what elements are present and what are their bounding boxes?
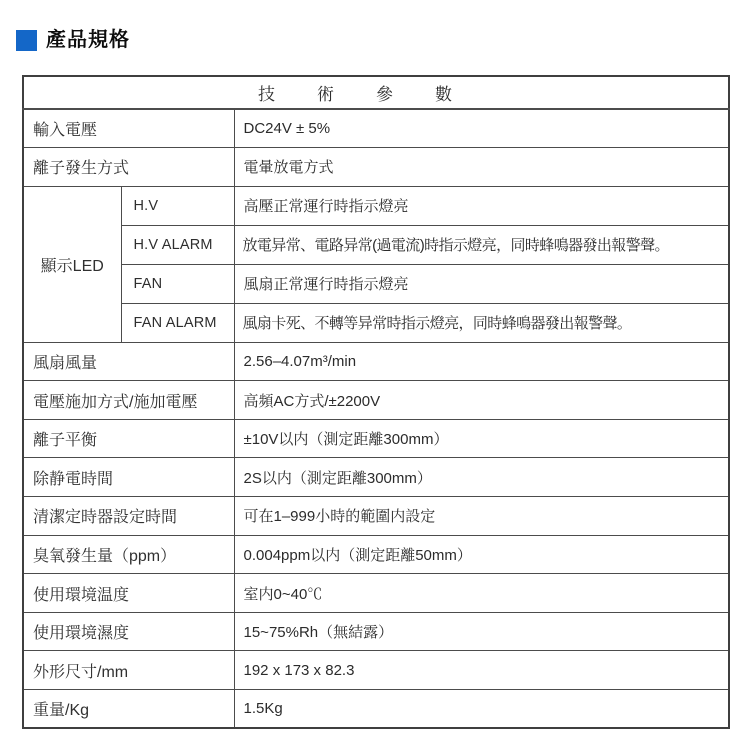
led-desc: 高壓正常運行時指示燈亮 [234,186,729,225]
spec-label: 電壓施加方式/施加電壓 [23,381,234,420]
table-row [23,303,729,342]
spec-label: 重量/Kg [23,690,234,729]
led-name: FAN ALARM [121,303,234,342]
led-desc: 風扇卡死、不轉等异常時指示燈亮，同時蜂鳴器發出報警聲。 [234,303,729,342]
table-row [23,109,729,148]
spec-label: 外形尺寸/mm [23,651,234,690]
spec-value: 15~75%Rh（無結露） [234,612,729,651]
spec-value: 電暈放電方式 [234,148,729,187]
spec-label: 輸入電壓 [23,109,234,148]
spec-value: 可在1–999小時的範圍内設定 [234,497,729,536]
table-row [23,574,729,613]
table-row [23,497,729,536]
table-header: 技術參數 [23,76,729,109]
table-header-row [23,76,729,109]
spec-value: 0.004ppm以内（測定距離50mm） [234,535,729,574]
led-name: H.V ALARM [121,225,234,264]
spec-table [22,75,730,729]
spec-label: 清潔定時器設定時間 [23,497,234,536]
spec-label: 除静電時間 [23,458,234,497]
table-row [23,690,729,729]
spec-value: 192 x 173 x 82.3 [234,651,729,690]
table-row [23,264,729,303]
table-row [23,535,729,574]
spec-value: ±10V以内（測定距離300mm） [234,419,729,458]
spec-value: 室内0~40℃ [234,574,729,613]
table-row [23,225,729,264]
table-row [23,186,729,225]
table-row [23,148,729,187]
spec-label: 風扇風量 [23,342,234,381]
section-title-bar [16,29,750,51]
spec-label: 使用環境濕度 [23,612,234,651]
spec-value: 高頻AC方式/±2200V [234,381,729,420]
spec-value: 2.56–4.07m³/min [234,342,729,381]
led-name: H.V [121,186,234,225]
table-row [23,342,729,381]
blue-square-icon [16,30,37,51]
table-row [23,651,729,690]
spec-value: DC24V ± 5% [234,109,729,148]
led-name: FAN [121,264,234,303]
spec-value: 1.5Kg [234,690,729,729]
spec-label: 使用環境温度 [23,574,234,613]
spec-label: 離子發生方式 [23,148,234,187]
table-row [23,612,729,651]
table-row [23,458,729,497]
spec-label: 臭氧發生量（ppm） [23,535,234,574]
page-title: 產品規格 [46,29,130,51]
table-row [23,419,729,458]
led-group-label: 顯示LED [23,186,121,342]
led-desc: 放電异常、電路异常(過電流)時指示燈亮，同時蜂鳴器發出報警聲。 [234,225,729,264]
spec-value: 2S以内（測定距離300mm） [234,458,729,497]
led-desc: 風扇正常運行時指示燈亮 [234,264,729,303]
spec-label: 離子平衡 [23,419,234,458]
table-row [23,381,729,420]
